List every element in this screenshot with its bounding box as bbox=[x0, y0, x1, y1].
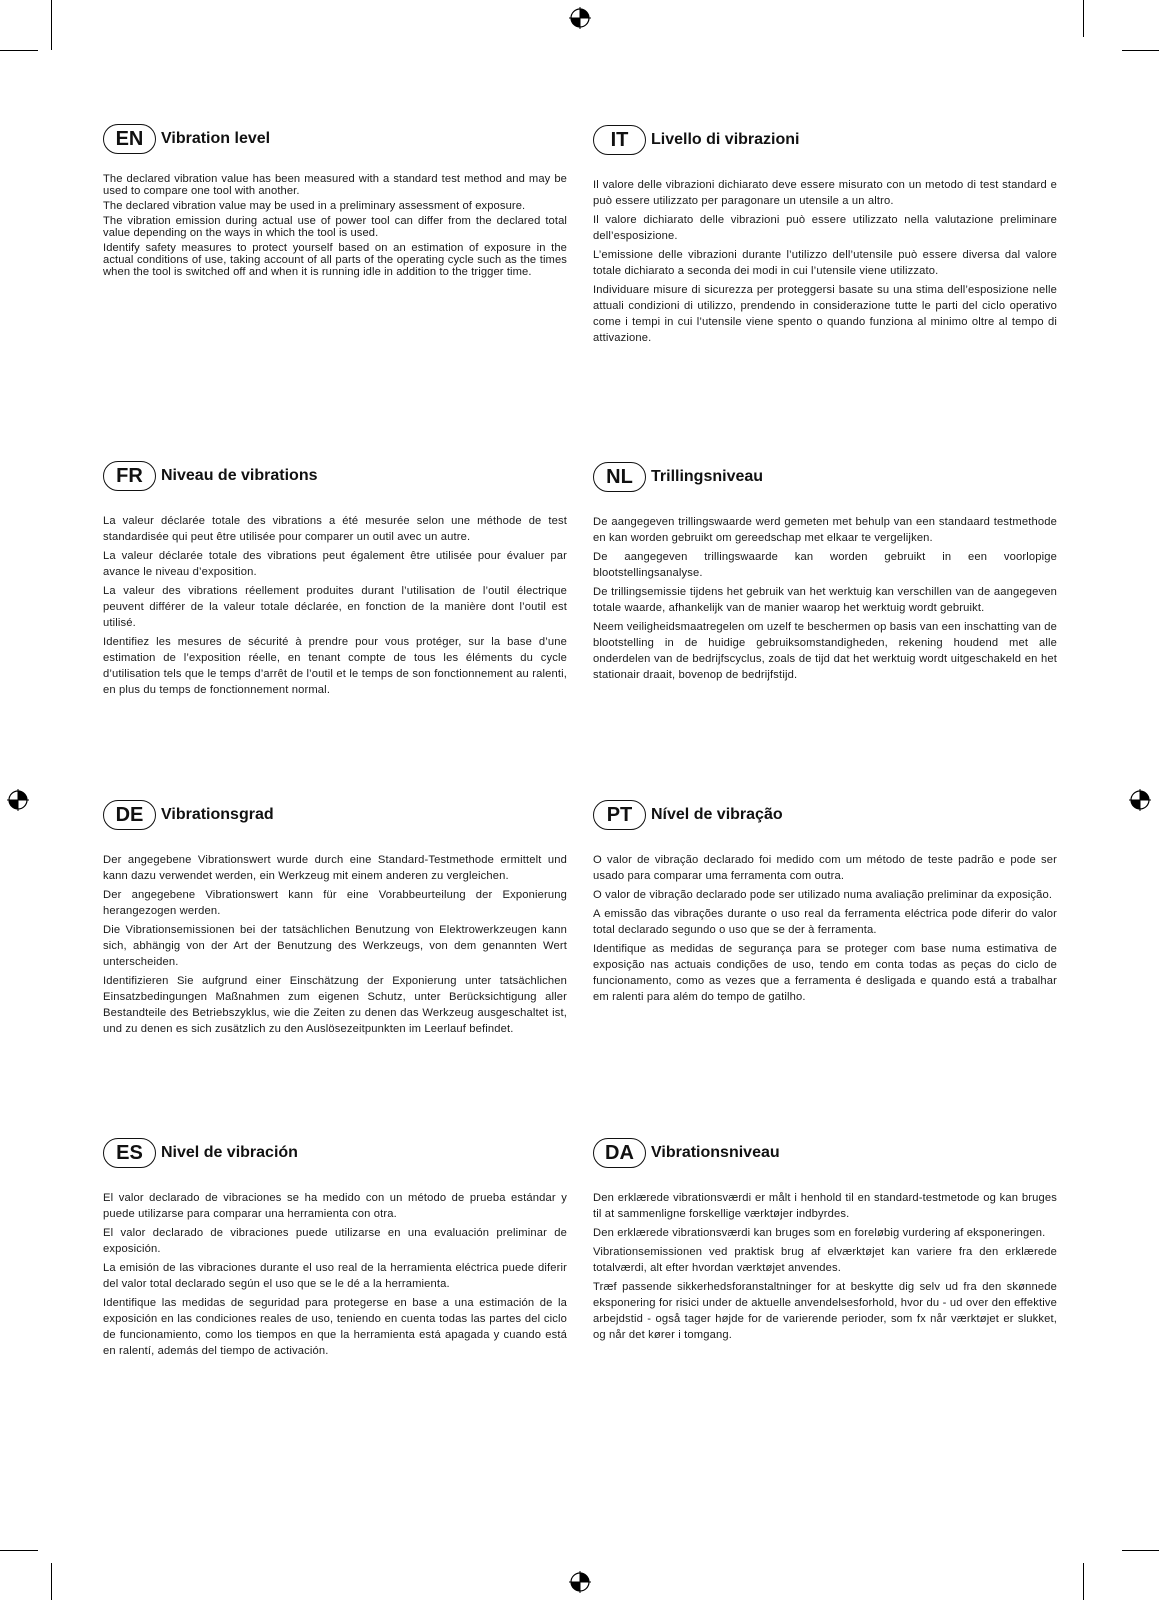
language-badge: NL bbox=[593, 462, 646, 492]
paragraph: Identifiez les mesures de sécurité à prendre pour vous protéger, sur la base d’une estimation de l’exposition réelle, en tenant compte de tous les éléments du cycle d’utilisation tels que le temps d’arrêt de l’outil et le temps de son fonctionnement au ralenti, en plus du temps de fonctionnement normal. bbox=[103, 636, 567, 696]
language-badge: DE bbox=[103, 800, 156, 830]
section-da bbox=[593, 1138, 1057, 1346]
section-header bbox=[593, 462, 1057, 492]
paragraph: Vibrationsemissionen ved praktisk brug af elværktøjet kan variere fra den erklærede totalværdi, alt efter hvordan værktøjet anvendes. bbox=[593, 1246, 1057, 1274]
section-title: Vibrationsgrad bbox=[161, 806, 274, 823]
paragraph: The vibration emission during actual use of power tool can differ from the declared total value depending on the ways in which the tool is used. bbox=[103, 215, 567, 239]
language-badge: DA bbox=[593, 1138, 646, 1168]
registration-mark-icon bbox=[1129, 789, 1151, 811]
section-title: Livello di vibrazioni bbox=[651, 131, 800, 148]
crop-mark bbox=[1083, 0, 1084, 37]
section-header bbox=[103, 461, 567, 491]
section-title: Niveau de vibrations bbox=[161, 467, 318, 484]
section-title: Nivel de vibración bbox=[161, 1144, 298, 1161]
section-title: Vibrationsniveau bbox=[651, 1144, 780, 1161]
section-en bbox=[103, 124, 567, 281]
section-body bbox=[103, 1190, 567, 1359]
paragraph: O valor de vibração declarado pode ser utilizado numa avaliação preliminar da exposição. bbox=[593, 889, 1053, 901]
section-de bbox=[103, 800, 567, 1040]
language-badge: IT bbox=[593, 125, 646, 155]
registration-mark-icon bbox=[7, 789, 29, 811]
paragraph: Il valore delle vibrazioni dichiarato deve essere misurato con un metodo di test standard e può essere utilizzato per paragonare un utensile a un altro. bbox=[593, 179, 1057, 207]
registration-mark-icon bbox=[569, 7, 591, 29]
paragraph: El valor declarado de vibraciones puede utilizarse en una evaluación preliminar de exposición. bbox=[103, 1227, 567, 1255]
paragraph: Den erklærede vibrationsværdi kan bruges som en foreløbig vurdering af eksponeringen. bbox=[593, 1227, 1046, 1239]
paragraph: Identify safety measures to protect yourself based on an estimation of exposure in the actual conditions of use, taking account of all parts of the operating cycle such as the times when the tool is switched off and when it is running idle in addition to the trigger time. bbox=[103, 242, 567, 278]
section-title: Vibration level bbox=[161, 130, 271, 147]
section-header bbox=[593, 800, 1057, 830]
paragraph: The declared vibration value has been measured with a standard test method and may be used to compare one tool with another. bbox=[103, 173, 567, 197]
paragraph: L’emissione delle vibrazioni durante l’utilizzo dell’utensile può essere diversa dal valore totale dichiarato a seconda dei modi in cui l’utensile viene utilizzato. bbox=[593, 249, 1057, 277]
section-body bbox=[103, 173, 567, 278]
crop-mark bbox=[1122, 50, 1159, 51]
crop-mark bbox=[51, 0, 52, 50]
language-badge: FR bbox=[103, 461, 156, 491]
paragraph: Identifizieren Sie aufgrund einer Einschätzung der Exponierung unter tatsächlichen Einsatzbedingungen Maßnahmen zum eigenen Schutz, unter Berücksichtigung aller Bestandteile des Betriebszyklus, wie die Zeiten zu denen das Werkzeug ausgeschaltet ist, und zu denen es sich zusätzlich zu den Auslösezeitpunkten im Leerlauf befindet. bbox=[103, 975, 567, 1035]
paragraph: La valeur déclarée totale des vibrations peut également être utilisée pour évaluer par avance le niveau d’exposition. bbox=[103, 550, 567, 578]
paragraph: A emissão das vibrações durante o uso real da ferramenta eléctrica pode diferir do valor total declarado segundo o uso que se der à ferramenta. bbox=[593, 908, 1057, 936]
section-body bbox=[103, 852, 567, 1037]
paragraph: Individuare misure di sicurezza per proteggersi basate su una stima dell’esposizione nelle attuali condizioni di utilizzo, prendendo in considerazione tutte le parti del ciclo operativo come i tempi in cui l’utensile viene spento o quando funziona al minimo oltre al tempo di attivazione. bbox=[593, 284, 1057, 344]
paragraph: La valeur des vibrations réellement produites durant l’utilisation de l’outil électrique peuvent différer de la valeur totale déclarée, en fonction de la manière dont l’outil est utilisé. bbox=[103, 585, 567, 629]
section-es bbox=[103, 1138, 567, 1362]
paragraph: Neem veiligheidsmaatregelen om uzelf te beschermen op basis van een inschatting van de blootstelling in de huidige gebruiksomstandigheden, rekening houdend met alle onderdelen van de bedrijfscyclus, zoals de tijd dat het werktuig wordt uitgeschakeld en het stationair draait, bovenop de bedrijfstijd. bbox=[593, 621, 1057, 681]
section-header bbox=[593, 125, 1057, 155]
paragraph: Den erklærede vibrationsværdi er målt i henhold til en standard-testmetode og kan bruges til at sammenligne forskellige værktøjer indbyrdes. bbox=[593, 1192, 1057, 1220]
paragraph: De aangegeven trillingswaarde werd gemeten met behulp van een standaard testmethode en kan worden gebruikt om gereedschap met elkaar te vergelijken. bbox=[593, 516, 1057, 544]
paragraph: Identifique las medidas de seguridad para protegerse en base a una estimación de la exposición en las condiciones reales de uso, teniendo en cuenta todas las partes del ciclo de funcionamiento, como los tiempos en que la herramienta está apagada y cuando está en ralentí, además del tiempo de activación. bbox=[103, 1297, 567, 1357]
paragraph: Der angegebene Vibrationswert kann für eine Vorabbeurteilung der Exponierung herangezogen werden. bbox=[103, 889, 567, 917]
section-body bbox=[593, 1190, 1057, 1343]
crop-mark bbox=[0, 1550, 38, 1551]
section-header bbox=[103, 124, 567, 154]
paragraph: The declared vibration value may be used in a preliminary assessment of exposure. bbox=[103, 200, 526, 212]
section-body bbox=[593, 514, 1057, 683]
paragraph: De trillingsemissie tijdens het gebruik van het werktuig kan verschillen van de aangegeven totale waarde, afhankelijk van de manier waarop het werktuig wordt gebruikt. bbox=[593, 586, 1057, 614]
paragraph: O valor de vibração declarado foi medido com um método de teste padrão e pode ser usado para comparar uma ferramenta com outra. bbox=[593, 854, 1057, 882]
paragraph: Die Vibrationsemissionen bei der tatsächlichen Benutzung von Elektrowerkzeugen kann sich, abhängig von der Art der Benutzung des Werkzeugs, von dem genannten Wert unterscheiden. bbox=[103, 924, 567, 968]
language-badge: ES bbox=[103, 1138, 156, 1168]
section-nl bbox=[593, 462, 1057, 686]
language-badge: PT bbox=[593, 800, 646, 830]
paragraph: El valor declarado de vibraciones se ha medido con un método de prueba estándar y puede utilizarse para comparar una herramienta con otra. bbox=[103, 1192, 567, 1220]
section-header bbox=[103, 800, 567, 830]
section-title: Nível de vibração bbox=[651, 806, 783, 823]
paragraph: La valeur déclarée totale des vibrations a été mesurée selon une méthode de test standardisée qui peut être utilisée pour comparer un outil avec un autre. bbox=[103, 515, 567, 543]
section-fr bbox=[103, 461, 567, 701]
section-pt bbox=[593, 800, 1057, 1008]
section-body bbox=[593, 852, 1057, 1005]
paragraph: Træf passende sikkerhedsforanstaltninger for at beskytte dig selv ud fra den skønnede eksponering for risici under de aktuelle anvendelsesforhold, hvor du - ud over den effektive arbejdstid - også tager højde for de varierende perioder, som fx når værktøjet er slukket, og når det kører i tomgang. bbox=[593, 1281, 1057, 1341]
section-it bbox=[593, 125, 1057, 349]
section-body bbox=[593, 177, 1057, 346]
paragraph: De aangegeven trillingswaarde kan worden gebruikt in een voorlopige blootstellingsanalyse. bbox=[593, 551, 1057, 579]
section-body bbox=[103, 513, 567, 698]
crop-mark bbox=[1122, 1550, 1159, 1551]
section-header bbox=[103, 1138, 567, 1168]
paragraph: La emisión de las vibraciones durante el uso real de la herramienta eléctrica puede diferir del valor total declarado según el uso que se le dé a la herramienta. bbox=[103, 1262, 567, 1290]
paragraph: Der angegebene Vibrationswert wurde durch eine Standard-Testmethode ermittelt und kann dazu verwendet werden, ein Werkzeug mit einem anderen zu vergleichen. bbox=[103, 854, 567, 882]
section-header bbox=[593, 1138, 1057, 1168]
crop-mark bbox=[0, 50, 38, 51]
paragraph: Il valore dichiarato delle vibrazioni può essere utilizzato nella valutazione preliminare dell’esposizione. bbox=[593, 214, 1057, 242]
crop-mark bbox=[1083, 1563, 1084, 1600]
language-badge: EN bbox=[103, 124, 156, 154]
paragraph: Identifique as medidas de segurança para se proteger com base numa estimativa de exposição nas actuais condições de uso, tendo em conta todas as peças do ciclo de funcionamento, como as vezes que a ferramenta é desligada e quando está a trabalhar em ralenti para além do tempo de gatilho. bbox=[593, 943, 1057, 1003]
section-title: Trillingsniveau bbox=[651, 468, 764, 485]
crop-mark bbox=[51, 1563, 52, 1600]
registration-mark-icon bbox=[569, 1571, 591, 1593]
